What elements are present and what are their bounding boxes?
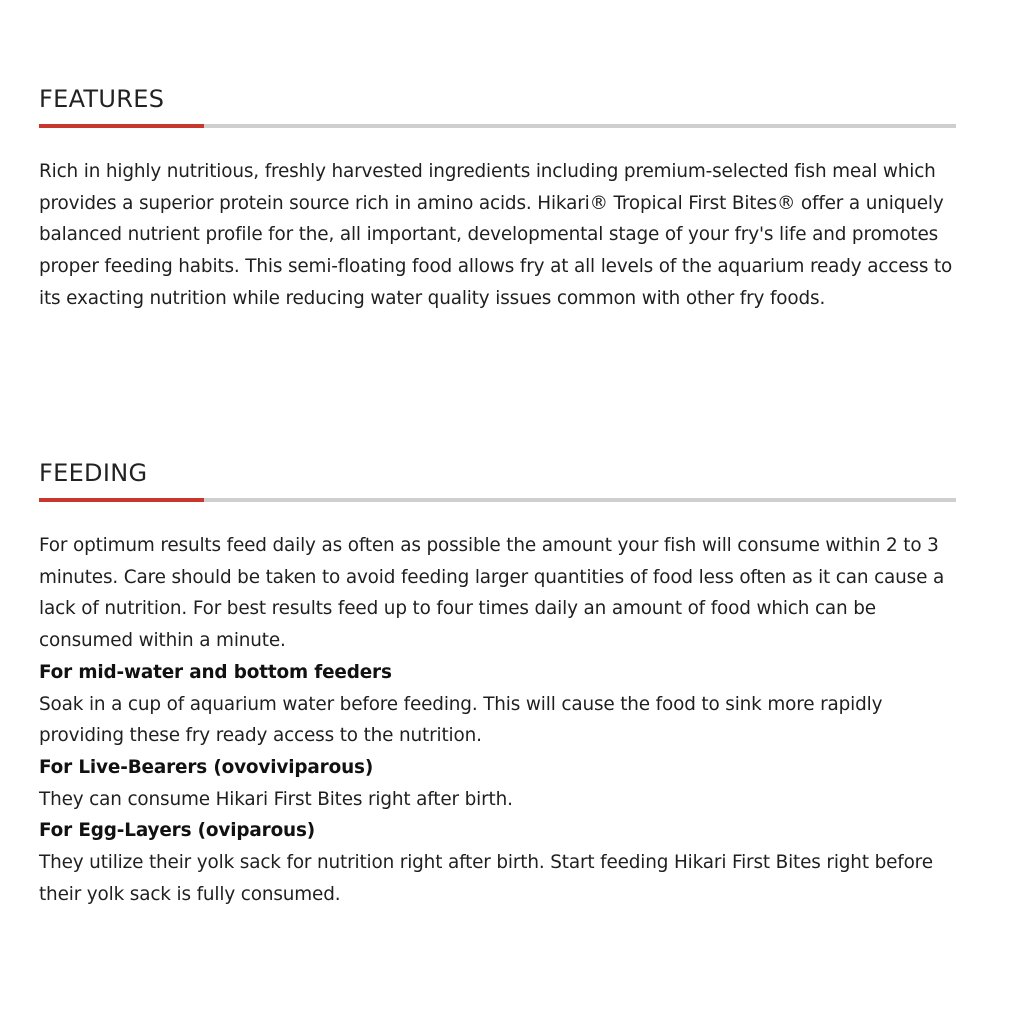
feeding-heading: FEEDING	[39, 459, 148, 487]
feeding-subheading-live-bearers: For Live-Bearers (ovoviviparous)	[39, 756, 374, 778]
features-heading: FEATURES	[39, 85, 165, 113]
features-body	[39, 156, 956, 315]
feeding-section	[39, 456, 956, 910]
feeding-body	[39, 530, 956, 910]
feeding-text-live-bearers: They can consume Hikari First Bites right after birth.	[39, 788, 513, 810]
features-divider-accent	[39, 124, 204, 128]
feeding-divider	[39, 498, 956, 502]
feeding-intro: For optimum results feed daily as often as possible the amount your fish will consume within 2 to 3 minutes. Care should be taken to avoid feeding larger quantities of food less often as it can cause a lack of nutrition. For best results feed up to four times daily an amount of food which can be consumed within a minute.	[39, 535, 945, 652]
feeding-subheading-egg-layers: For Egg-Layers (oviparous)	[39, 820, 316, 842]
features-paragraph: Rich in highly nutritious, freshly harvested ingredients including premium-selected fish meal which provides a superior protein source rich in amino acids. Hikari® Tropical First Bites® offer a uniquely balanced nutrient profile for the, all important, developmental stage of your fry's life and promotes proper feeding habits. This semi-floating food allows fry at all levels of the aquarium ready access to its exacting nutrition while reducing water quality issues common with other fry foods.	[39, 161, 953, 309]
feeding-subheading-mid-water: For mid-water and bottom feeders	[39, 661, 392, 683]
feeding-text-mid-water: Soak in a cup of aquarium water before feeding. This will cause the food to sink more rapidly providing these fry ready access to the nutrition.	[39, 693, 883, 747]
feeding-divider-accent	[39, 498, 204, 502]
features-divider	[39, 124, 956, 128]
features-section	[39, 82, 956, 315]
feeding-text-egg-layers: They utilize their yolk sack for nutrition right after birth. Start feeding Hikari First Bites right before their yolk sack is fully consumed.	[39, 852, 933, 905]
